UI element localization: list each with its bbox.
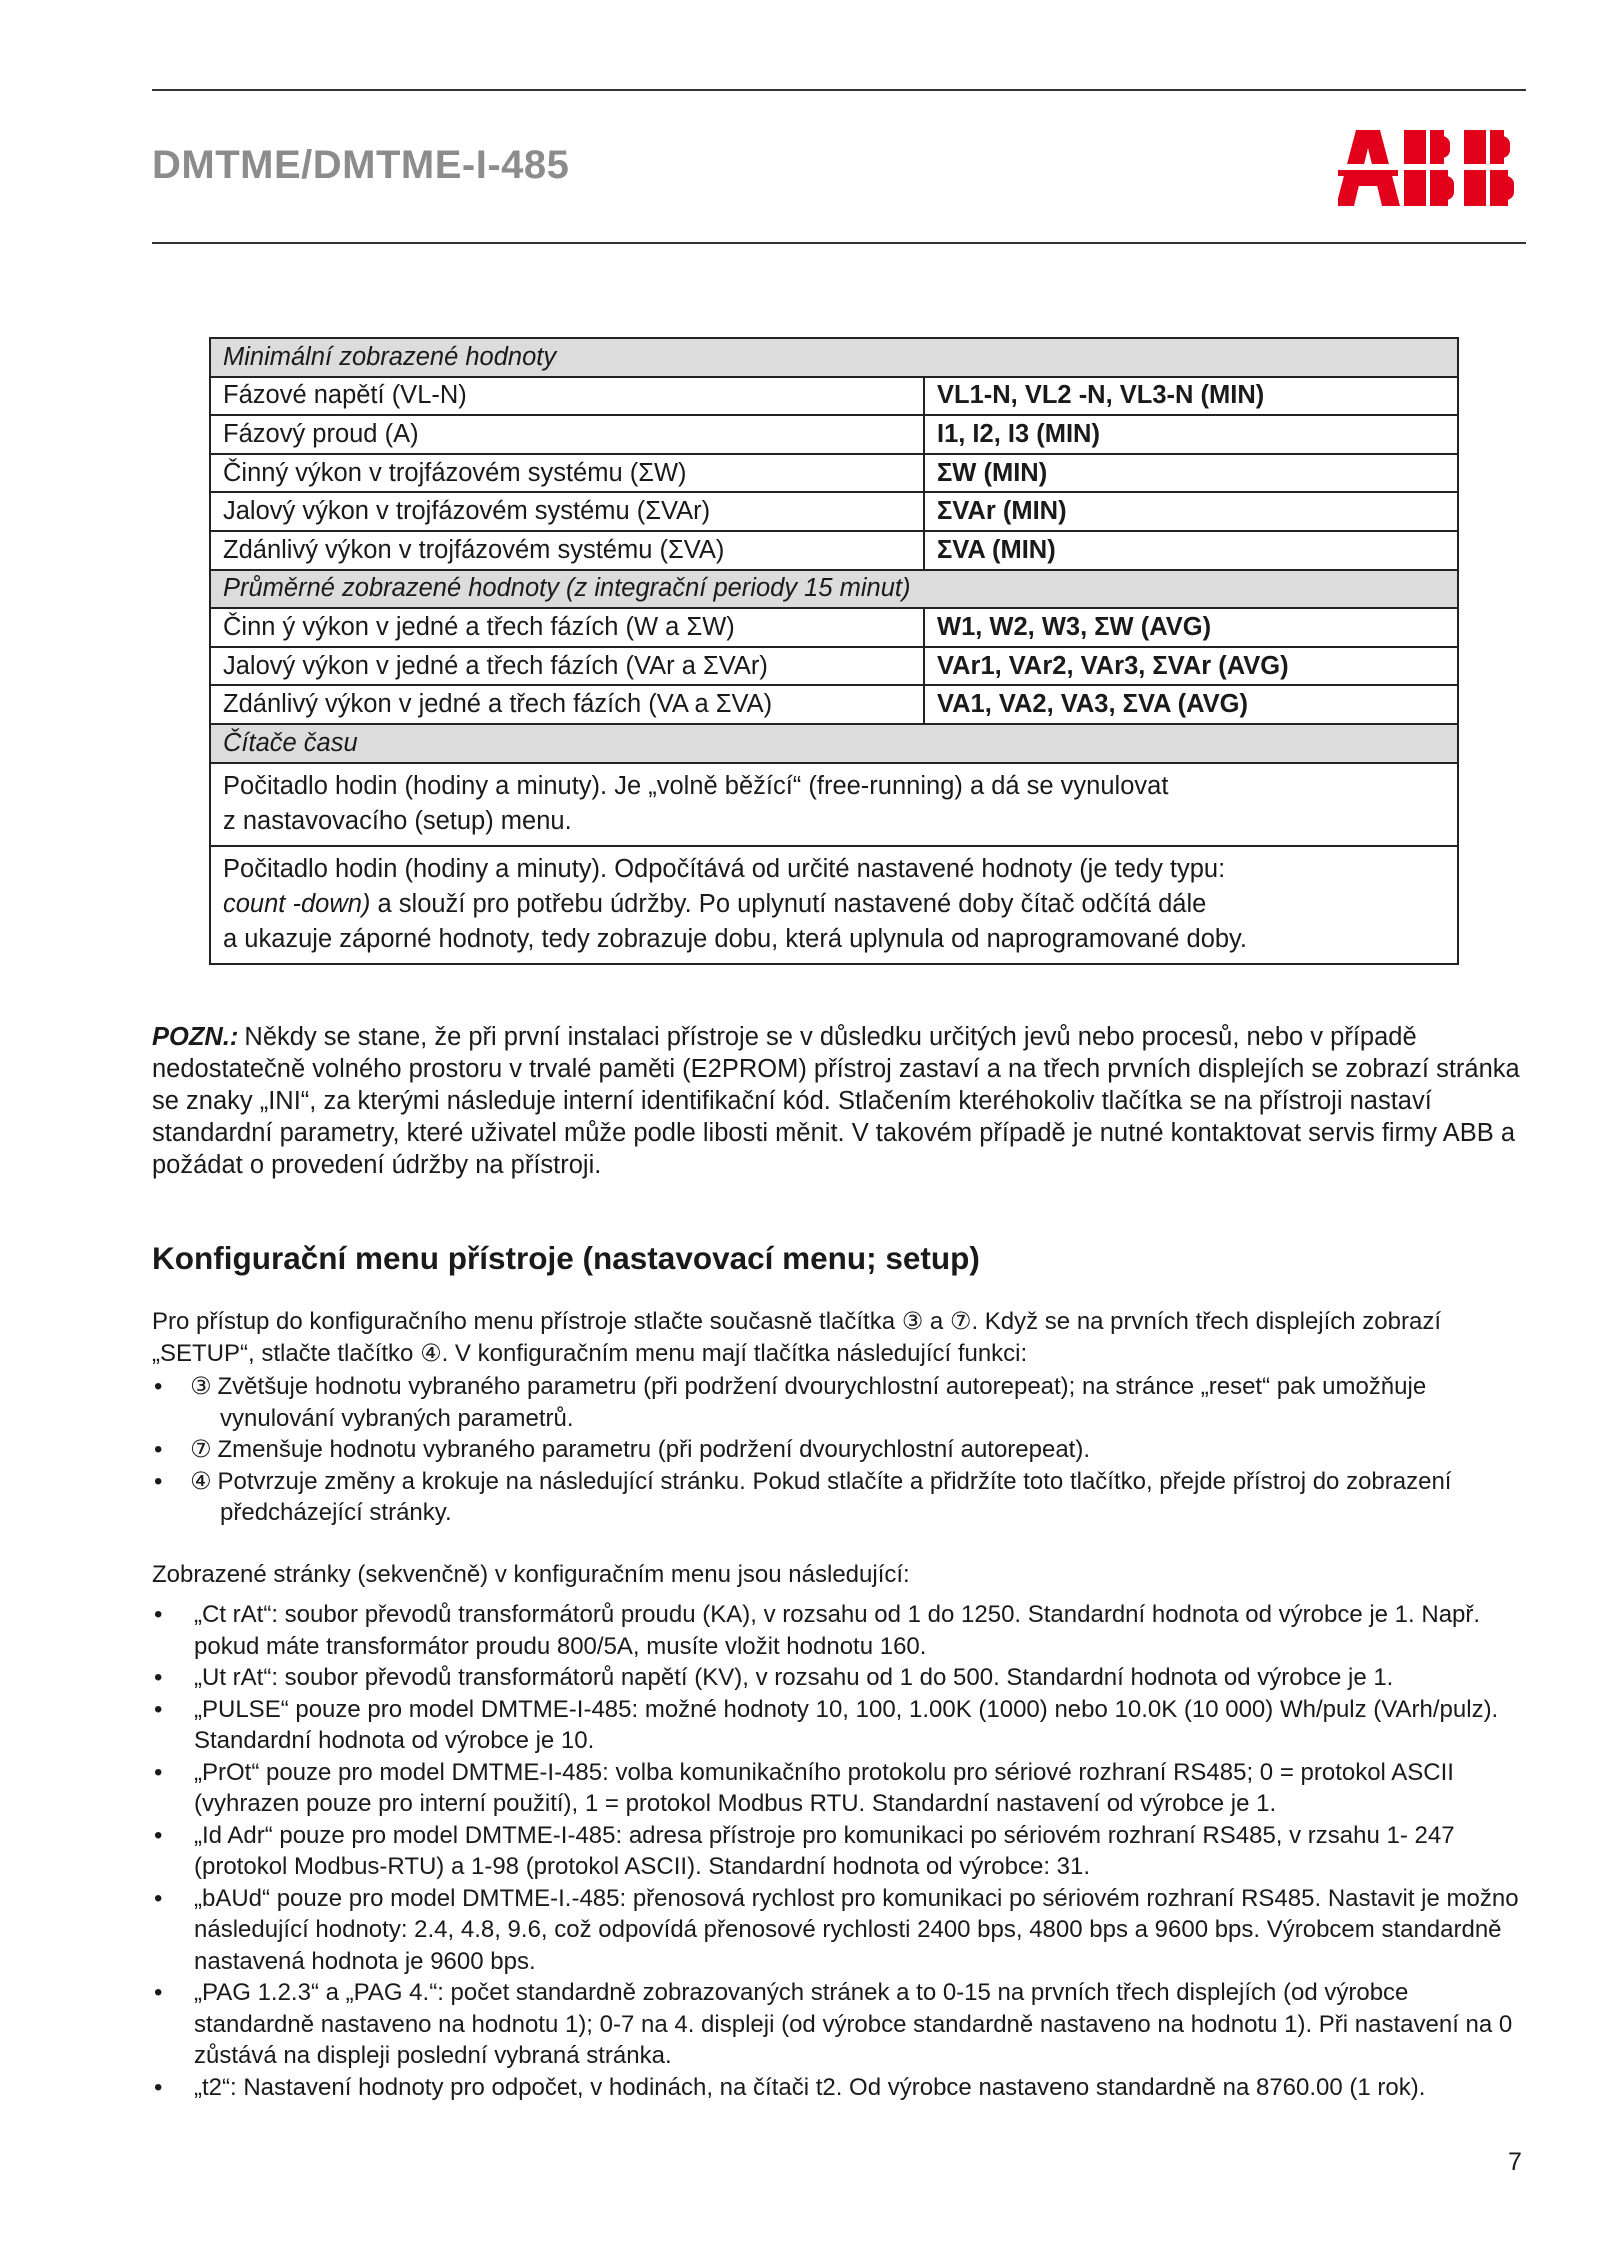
table-row xyxy=(210,685,1458,724)
bullet-icon: • xyxy=(154,1695,163,1723)
table-section-row xyxy=(210,570,1458,609)
bullet-icon: • xyxy=(154,1601,163,1628)
note-text: Někdy se stane, že při první instalaci přístroje se v důsledku určitých jevů nebo procesů, nebo v případě nedostatečně volného prostoru v trvalé paměti (E2PROM) přístroj zastaví a na třech prvních displejích se zobrazí stránka se znaky „INI“, za kterými následuje interní identifikační kód. Stlačením kteréhokoliv tlačítka se na přístroji nastaví standardní parametry, které uživatel může podle libosti měnit. V takovém případě je nutné kontaktovat servis firmy ABB a požádat o provedení údržby na přístroji. xyxy=(152,1023,1520,1179)
key-description: Zvětšuje hodnotu vybraného parametru (při podržení dvourychlostní autorepeat); na stránce „reset“ pak umožňuje vynulování vybraných parametrů. xyxy=(217,1373,1427,1432)
table-row xyxy=(210,377,1458,416)
description-line: Počitadlo hodin (hodiny a minuty). Odpočítává od určité nastavené hodnoty (je tedy typu: xyxy=(223,854,1226,883)
header-top-rule xyxy=(152,89,1526,91)
table-row xyxy=(210,492,1458,531)
bullet-icon: • xyxy=(154,2073,163,2101)
row-label: Zdánlivý výkon v jedné a třech fázích (VA a ΣVA) xyxy=(210,685,924,724)
bullet-icon: • xyxy=(154,1979,163,2006)
row-label: Zdánlivý výkon v trojfázovém systému (ΣVA) xyxy=(210,531,924,570)
list-item xyxy=(152,1434,1522,1466)
row-label: Jalový výkon v jedné a třech fázích (VAr a ΣVAr) xyxy=(210,647,924,686)
bullet-icon: • xyxy=(154,1373,163,1400)
table-row xyxy=(210,763,1458,846)
button-number-icon: ③ xyxy=(190,1373,212,1400)
row-label: Fázové napětí (VL-N) xyxy=(210,377,924,416)
list-item xyxy=(152,1694,1522,1757)
counter-description xyxy=(210,846,1458,964)
page-description: „PULSE“ pouze pro model DMTME-I-485: možné hodnoty 10, 100, 1.00K (1000) nebo 10.0K (10 000) Wh/pulz (VArh/pulz). Standardní hodnota od výrobce je 10. xyxy=(194,1695,1499,1754)
page-description: „t2“: Nastavení hodnoty pro odpočet, v hodinách, na čítači t2. Od výrobce nastaveno standardně na 8760.00 (1 rok). xyxy=(194,2073,1426,2101)
document-title: DMTME/DMTME-I-485 xyxy=(152,143,570,187)
counter-description xyxy=(210,763,1458,846)
description-line: z nastavovacího (setup) menu. xyxy=(223,806,572,835)
key-function-list xyxy=(152,1371,1522,1529)
row-value: W1, W2, W3, ΣW (AVG) xyxy=(924,608,1458,647)
bullet-icon: • xyxy=(154,1884,163,1912)
list-item xyxy=(152,1466,1522,1529)
table-row xyxy=(210,531,1458,570)
bullet-icon: • xyxy=(154,1821,163,1849)
row-value: ΣVA (MIN) xyxy=(924,531,1458,570)
list-item xyxy=(152,2072,1522,2104)
description-line: a slouží pro potřebu údržby. Po uplynutí nastavené doby čítač odčítá dále xyxy=(377,889,1207,918)
page-description: „bAUd“ pouze pro model DMTME-I.-485: přenosová rychlost pro komunikaci po sériovém rozhraní RS485. Nastavit je možno následující hodnoty: 2.4, 4.8, 9.6, což odpovídá přenosové rychlosti 2400 bps, 4800 bps a 9600 bps. Výrobcem standardně nastavená hodnota je 9600 bps. xyxy=(194,1884,1519,1975)
table-section-row xyxy=(210,724,1458,763)
page-description: „PrOt“ pouze pro model DMTME-I-485: volba komunikačního protokolu pro sériové rozhraní RS485; 0 = protokol ASCII (vyhrazen pouze pro interní použití), 1 = protokol Modbus RTU. Standardní nastavení od výrobce je 1. xyxy=(194,1758,1454,1817)
setup-intro-paragraph: Pro přístup do konfiguračního menu přístroje stlačte současně tlačítka ③ a ⑦. Když se na prvních třech displejích zobrazí „SETUP“, stlačte tlačítko ④. V konfiguračním menu mají tlačítka následující funkci: xyxy=(152,1308,1442,1367)
row-value: ΣVAr (MIN) xyxy=(924,492,1458,531)
list-item xyxy=(152,1977,1522,2072)
list-item xyxy=(152,1599,1522,1662)
description-line: a ukazuje záporné hodnoty, tedy zobrazuje dobu, která uplynula od naprogramované doby. xyxy=(223,924,1247,953)
row-label: Jalový výkon v trojfázovém systému (ΣVAr) xyxy=(210,492,924,531)
list-item xyxy=(152,1371,1522,1434)
row-value: VL1-N, VL2 -N, VL3-N (MIN) xyxy=(924,377,1458,416)
section-heading: Konfigurační menu přístroje (nastavovací menu; setup) xyxy=(152,1240,980,1276)
section-label: Minimální zobrazené hodnoty xyxy=(210,338,1458,377)
bullet-icon: • xyxy=(154,1758,163,1786)
row-value: ΣW (MIN) xyxy=(924,454,1458,493)
description-line: Počitadlo hodin (hodiny a minuty). Je „volně běžící“ (free-running) a dá se vynulovat xyxy=(223,771,1169,800)
page-description: „PAG 1.2.3“ a „PAG 4.“: počet standardně zobrazovaných stránek a to 0-15 na prvních třech displejích (od výrobce standardně nastaveno na hodnotu 1); 0-7 na 4. displeji (od výrobce standardně nastaveno na hodnotu 1). Při nastavení na 0 zůstává na displeji poslední vybraná stránka. xyxy=(194,1979,1513,2069)
bullet-icon: • xyxy=(154,1467,163,1495)
button-number-icon: ⑦ xyxy=(190,1436,212,1463)
note-paragraph xyxy=(152,1021,1522,1181)
row-label: Činn ý výkon v jedné a třech fázích (W a ΣW) xyxy=(210,608,924,647)
row-value: VAr1, VAr2, VAr3, ΣVAr (AVG) xyxy=(924,647,1458,686)
page-number: 7 xyxy=(1508,2148,1522,2176)
pages-intro-paragraph: Zobrazené stránky (sekvenčně) v konfiguračním menu jsou následující: xyxy=(152,1561,910,1588)
table-row xyxy=(210,454,1458,493)
table-row xyxy=(210,415,1458,454)
table-row xyxy=(210,846,1458,964)
note-label: POZN.: xyxy=(152,1023,239,1051)
abb-logo xyxy=(1338,130,1528,206)
button-number-icon: ④ xyxy=(190,1467,212,1495)
table-row xyxy=(210,647,1458,686)
section-label: Čítače času xyxy=(210,724,1458,763)
key-description: Potvrzuje změny a krokuje na následující stránku. Pokud stlačíte a přidržíte toto tlačítko, přejde přístroj do zobrazení předcházející stránky. xyxy=(217,1467,1452,1526)
list-item xyxy=(152,1757,1522,1820)
row-label: Činný výkon v trojfázovém systému (ΣW) xyxy=(210,454,924,493)
setup-pages-list xyxy=(152,1599,1522,2103)
table-section-row xyxy=(210,338,1458,377)
row-value: VA1, VA2, VA3, ΣVA (AVG) xyxy=(924,685,1458,724)
page-description: „Id Adr“ pouze pro model DMTME-I-485: adresa přístroje pro komunikaci po sériovém rozhraní RS485, v rzsahu 1- 247 (protokol Modbus-RTU) a 1-98 (protokol ASCII). Standardní hodnota od výrobce: 31. xyxy=(194,1821,1455,1880)
page-description: „Ct rAt“: soubor převodů transformátorů proudu (KA), v rozsahu od 1 do 1250. Standardní hodnota od výrobce je 1. Např. pokud máte transformátor proudu 800/5A, musíte vložit hodnotu 160. xyxy=(194,1601,1481,1660)
measurement-table xyxy=(209,337,1459,965)
table-row xyxy=(210,608,1458,647)
page-description: „Ut rAt“: soubor převodů transformátorů napětí (KV), v rozsahu od 1 do 500. Standardní hodnota od výrobce je 1. xyxy=(194,1664,1394,1691)
bullet-icon: • xyxy=(154,1664,163,1691)
list-item xyxy=(152,1662,1522,1694)
list-item xyxy=(152,1883,1522,1978)
header-bottom-rule xyxy=(152,242,1526,244)
list-item xyxy=(152,1820,1522,1883)
section-label: Průměrné zobrazené hodnoty (z integrační periody 15 minut) xyxy=(210,570,1458,609)
bullet-icon: • xyxy=(154,1436,163,1463)
key-description: Zmenšuje hodnotu vybraného parametru (při podržení dvourychlostní autorepeat). xyxy=(217,1436,1091,1463)
row-label: Fázový proud (A) xyxy=(210,415,924,454)
description-italic-term: count -down) xyxy=(223,889,371,918)
row-value: I1, I2, I3 (MIN) xyxy=(924,415,1458,454)
